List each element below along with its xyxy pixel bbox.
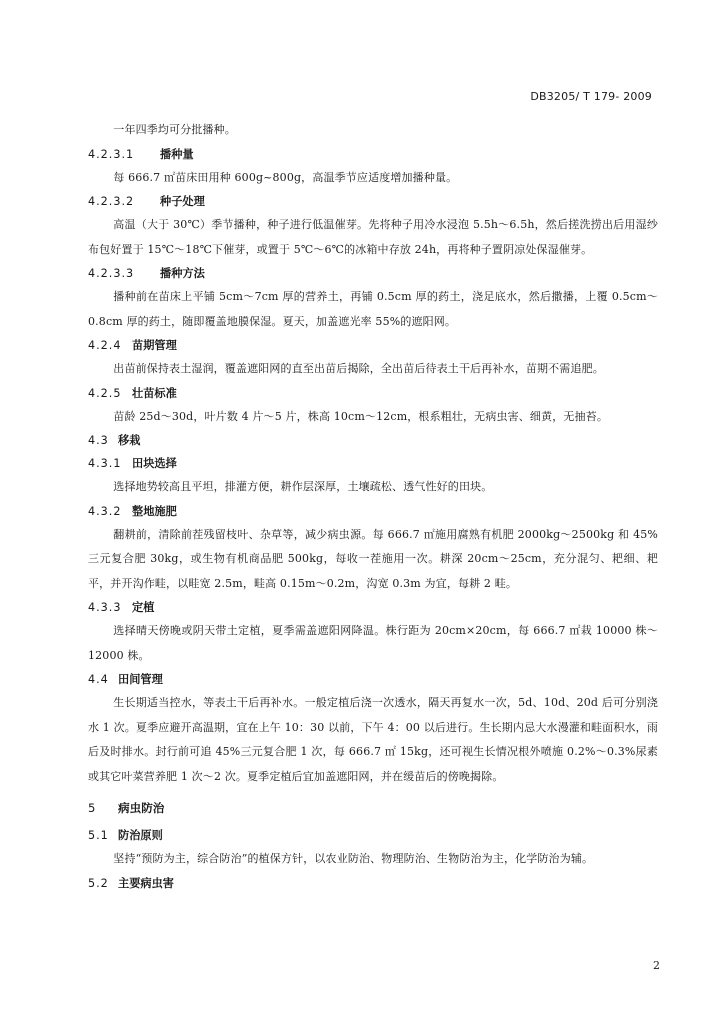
section-number: 4.2.5	[88, 386, 122, 400]
page-number: 2	[653, 959, 660, 972]
section-heading	[88, 797, 658, 820]
section-heading	[88, 872, 658, 895]
section-number: 4.3.1	[88, 457, 122, 470]
section-number: 4.3.3	[88, 601, 122, 614]
section-number: 4.4	[88, 673, 109, 686]
paragraph: 出苗前保持表土湿润，覆盖遮阳网的直至出苗后揭除，全出苗后待表土干后再补水，苗期不需追肥。	[113, 362, 604, 375]
section-title: 病虫防治	[118, 801, 165, 815]
section-title: 田间管理	[118, 673, 163, 686]
paragraph: 坚持“预防为主，综合防治”的植保方针，以农业防治、物理防治、生物防治为主，化学防治为辅。	[113, 852, 594, 865]
paragraph: 翻耕前，清除前茬残留枝叶、杂草等，减少病虫源。每 666.7 ㎡施用腐熟有机肥 2000kg～2500kg 和 45%三元复合肥 30kg，或生物有机商品肥 500kg，每收一茬施用一次。耕深 20cm～25cm，充分混匀、耙细、耙平，并开沟作畦，以畦宽 2.5m，畦高 0.15m～0.2m，沟宽 0.3m 为宜，每耕 2 畦。	[88, 527, 658, 590]
section-title: 播种方法	[160, 267, 205, 280]
section-heading	[88, 190, 658, 213]
section-number: 5	[88, 801, 97, 815]
section-heading	[88, 262, 658, 285]
section-heading	[88, 382, 658, 405]
section-number: 4.2.3.2	[88, 195, 135, 208]
section-title: 种子处理	[160, 195, 205, 208]
section-number: 4.2.3.3	[88, 267, 135, 280]
section-heading	[88, 500, 658, 523]
paragraph: 每 666.7 ㎡苗床田用种 600g~800g，高温季节应适度增加播种量。	[113, 170, 458, 184]
paragraph: 苗龄 25d～30d，叶片数 4 片～5 片，株高 10cm～12cm，根系粗壮，无病虫害、细黄，无抽苔。	[113, 409, 608, 423]
section-heading	[88, 429, 658, 452]
paragraph: 选择晴天傍晚或阴天带土定植，夏季需盖遮阳网降温。株行距为 20cm×20cm，每 666.7 ㎡栽 10000 株～12000 株。	[88, 624, 658, 662]
section-heading	[88, 596, 658, 619]
section-heading	[88, 334, 658, 357]
paragraph: 一年四季均可分批播种。	[113, 123, 236, 136]
section-heading	[88, 143, 658, 166]
section-title: 防治原则	[118, 829, 163, 842]
section-heading	[88, 668, 658, 691]
section-number: 4.2.4	[88, 339, 122, 352]
document-code: DB3205/ T 179- 2009	[530, 90, 652, 103]
section-title: 播种量	[160, 147, 194, 161]
section-number: 4.3	[88, 434, 109, 447]
section-heading	[88, 452, 658, 475]
paragraph: 高温（大于 30℃）季节播种，种子进行低温催芽。先将种子用冷水浸泡 5.5h～6.5h，然后搓洗捞出后用湿纱布包好置于 15℃～18℃下催芽，或置于 5℃～6℃的冰箱中存放 24h，再将种子置阴凉处保湿催芽。	[88, 218, 658, 256]
section-title: 苗期管理	[132, 339, 177, 352]
section-title: 主要病虫害	[118, 876, 174, 890]
section-title: 移栽	[118, 434, 141, 447]
section-number: 4.2.3.1	[88, 147, 135, 161]
section-heading	[88, 824, 658, 847]
section-number: 5.2	[88, 876, 109, 890]
section-title: 定植	[132, 601, 155, 614]
section-number: 5.1	[88, 829, 109, 842]
section-title: 整地施肥	[132, 504, 177, 518]
section-title: 壮苗标准	[132, 386, 177, 400]
section-title: 田块选择	[132, 457, 177, 470]
paragraph: 播种前在苗床上平铺 5cm～7cm 厚的营养土，再铺 0.5cm 厚的药土，浇足底水，然后撒播，上覆 0.5cm～0.8cm 厚的药土，随即覆盖地膜保湿。夏天，加盖遮光率 55%的遮阳网。	[88, 290, 658, 328]
paragraph: 选择地势较高且平坦，排灌方便，耕作层深厚，土壤疏松、透气性好的田块。	[113, 480, 493, 493]
document-body	[88, 118, 658, 895]
section-number: 4.3.2	[88, 504, 122, 518]
paragraph: 生长期适当控水，等表土干后再补水。一般定植后浇一次透水，隔天再复水一次，5d、10d、20d 后可分别浇水 1 次。夏季应避开高温期，宜在上午 10：30 以前，下午 4：00 以后进行。生长期内忌大水漫灌和畦面积水，雨后及时排水。封行前可追 45%三元复合肥 1 次，每 666.7 ㎡ 15kg，还可视生长情况根外喷施 0.2%～0.3%尿素或其它叶菜营养肥 1 次～2 次。夏季定植后宜加盖遮阳网，并在缓苗后的傍晚揭除。	[88, 696, 658, 783]
